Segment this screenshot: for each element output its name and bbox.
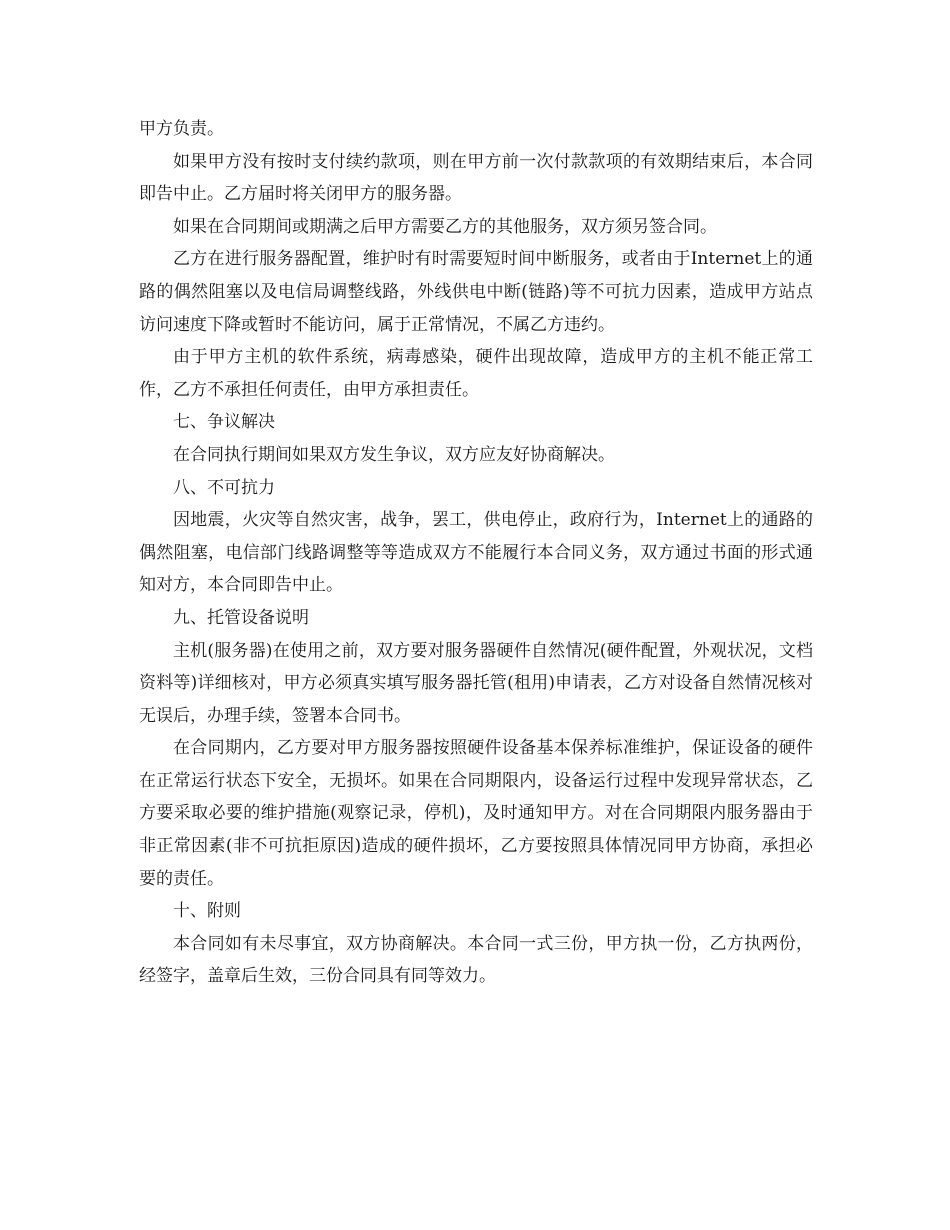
section-heading-hosted-equipment: 九、托管设备说明 [173, 607, 309, 628]
paragraph-host-failure: 由于甲方主机的软件系统，病毒感染，硬件出现故障，造成甲方的主机不能正常工作，乙方不承担任何责任，由甲方承担责任。 [139, 347, 813, 400]
paragraph-supplementary: 本合同如有未尽事宜，双方协商解决。本合同一式三份，甲方执一份，乙方执两份，经签字，盖章后生效，三份合同具有同等效力。 [139, 933, 813, 987]
paragraph-other-services: 如果在合同期间或期满之后甲方需要乙方的其他服务，双方须另签合同。 [173, 216, 717, 237]
paragraph-equipment-maintenance: 在合同期内，乙方要对甲方服务器按照硬件设备基本保养标准维护，保证设备的硬件在正常运行状态下安全，无损坏。如果在合同期限内，设备运行过程中发现异常状态，乙方要采取必要的维护措施(观察记录，停机)，及时通知甲方。对在合同期限内服务器由于非正常因素(非不可抗拒原因)造成的硬件损坏，乙方要按照具体情况同甲方协商，承担必要的责任。 [139, 738, 813, 889]
section-heading-force-majeure: 八、不可抗力 [173, 477, 275, 498]
section-heading-supplementary: 十、附则 [173, 901, 241, 922]
document-body [139, 113, 813, 993]
paragraph-force-majeure: 因地震，火灾等自然灾害，战争，罢工，供电停止，政府行为，Internet上的通路的偶然阻塞，电信部门线路调整等等造成双方不能履行本合同义务，双方通过书面的形式通知对方，本合同即告中止。 [139, 510, 813, 596]
paragraph-renewal-payment: 如果甲方没有按时支付续约款项，则在甲方前一次付款款项的有效期结束后，本合同即告中止。乙方届时将关闭甲方的服务器。 [139, 151, 813, 205]
paragraph-dispute: 在合同执行期间如果双方发生争议，双方应友好协商解决。 [173, 444, 615, 465]
paragraph-equipment-check: 主机(服务器)在使用之前，双方要对服务器硬件自然情况(硬件配置，外观状况，文档资料等)详细核对，甲方必须真实填写服务器托管(租用)申请表，乙方对设备自然情况核对无误后，办理手续，签署本合同书。 [139, 640, 813, 726]
paragraph-service-interruption: 乙方在进行服务器配置，维护时有时需要短时间中断服务，或者由于Internet上的通路的偶然阻塞以及电信局调整线路，外线供电中断(链路)等不可抗力因素，造成甲方站点访问速度下降或暂时不能访问，属于正常情况，不属乙方违约。 [139, 249, 813, 335]
section-heading-dispute: 七、争议解决 [173, 412, 275, 433]
paragraph-continuation: 甲方负责。 [139, 119, 224, 139]
